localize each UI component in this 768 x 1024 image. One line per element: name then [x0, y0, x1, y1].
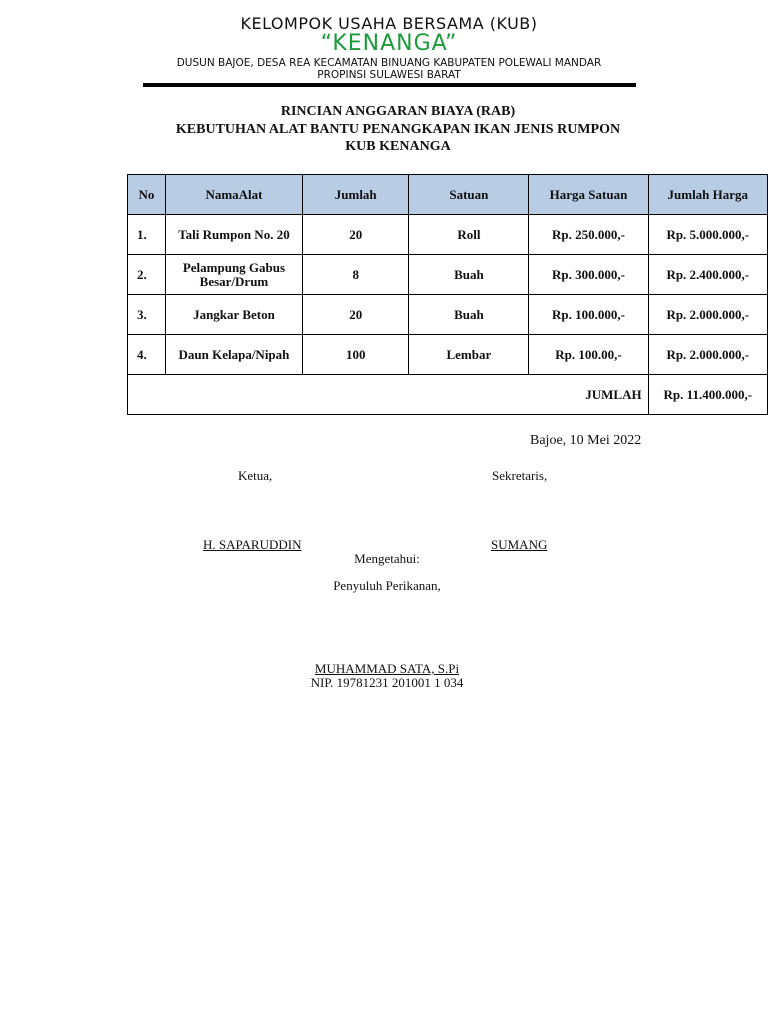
header-unit-price: Harga Satuan	[529, 175, 648, 215]
secretary-name: SUMANG	[491, 537, 548, 552]
total-value: Rp. 11.400.000,-	[648, 375, 767, 415]
cell-unit: Roll	[409, 215, 529, 255]
org-brand: “KENANGA”	[320, 31, 458, 56]
acknowledged-label: Mengetahui:	[354, 551, 420, 566]
table-row	[128, 295, 768, 335]
header-quantity: Jumlah	[303, 175, 409, 215]
cell-item-name: Daun Kelapa/Nipah	[165, 335, 302, 375]
cell-quantity: 100	[303, 335, 409, 375]
cell-unit-price: Rp. 100.000,-	[529, 295, 648, 335]
cell-unit: Buah	[409, 255, 529, 295]
cell-total-price: Rp. 2.000.000,-	[648, 295, 767, 335]
cell-total-price: Rp. 2.000.000,-	[648, 335, 767, 375]
cell-item-name: Tali Rumpon No. 20	[165, 215, 302, 255]
cell-no: 4.	[128, 335, 166, 375]
org-address-line1: DUSUN BAJOE, DESA REA KECAMATAN BINUANG KABUPATEN POLEWALI MANDAR	[176, 57, 602, 69]
place-date: Bajoe, 10 Mei 2022	[530, 433, 642, 448]
table-header-row	[128, 175, 768, 215]
extension-officer-name: MUHAMMAD SATA, S.Pi	[314, 661, 460, 676]
document-title-line3: KUB KENANGA	[345, 139, 451, 154]
cell-no: 3.	[128, 295, 166, 335]
chair-role: Ketua,	[238, 468, 273, 483]
cell-unit: Lembar	[409, 335, 529, 375]
header-no: No	[128, 175, 166, 215]
extension-officer-role: Penyuluh Perikanan,	[333, 578, 441, 593]
chair-name: H. SAPARUDDIN	[203, 537, 302, 552]
org-address-line2: PROPINSI SULAWESI BARAT	[317, 69, 461, 81]
cell-item-name: Pelampung Gabus Besar/Drum	[165, 255, 302, 295]
table-row	[128, 255, 768, 295]
cell-no: 2.	[128, 255, 166, 295]
cell-unit-price: Rp. 100.00,-	[529, 335, 648, 375]
secretary-role: Sekretaris,	[492, 468, 548, 483]
header-item-name: NamaAlat	[165, 175, 302, 215]
table-row	[128, 335, 768, 375]
document-title-line2: KEBUTUHAN ALAT BANTU PENANGKAPAN IKAN JENIS RUMPON	[175, 122, 621, 137]
org-name: KELOMPOK USAHA BERSAMA (KUB)	[240, 14, 538, 33]
table-total-row	[128, 375, 768, 415]
budget-table	[127, 174, 768, 415]
cell-no: 1.	[128, 215, 166, 255]
cell-quantity: 8	[303, 255, 409, 295]
table-row	[128, 215, 768, 255]
cell-quantity: 20	[303, 295, 409, 335]
header-total-price: Jumlah Harga	[648, 175, 767, 215]
cell-unit-price: Rp. 300.000,-	[529, 255, 648, 295]
total-label: JUMLAH	[128, 375, 649, 415]
cell-quantity: 20	[303, 215, 409, 255]
header-unit: Satuan	[409, 175, 529, 215]
cell-unit: Buah	[409, 295, 529, 335]
cell-unit-price: Rp. 250.000,-	[529, 215, 648, 255]
document-title-line1: RINCIAN ANGGARAN BIAYA (RAB)	[280, 104, 516, 119]
cell-item-name: Jangkar Beton	[165, 295, 302, 335]
cell-total-price: Rp. 5.000.000,-	[648, 215, 767, 255]
letterhead-divider	[143, 83, 636, 87]
cell-total-price: Rp. 2.400.000,-	[648, 255, 767, 295]
extension-officer-nip: NIP. 19781231 201001 1 034	[310, 675, 464, 690]
